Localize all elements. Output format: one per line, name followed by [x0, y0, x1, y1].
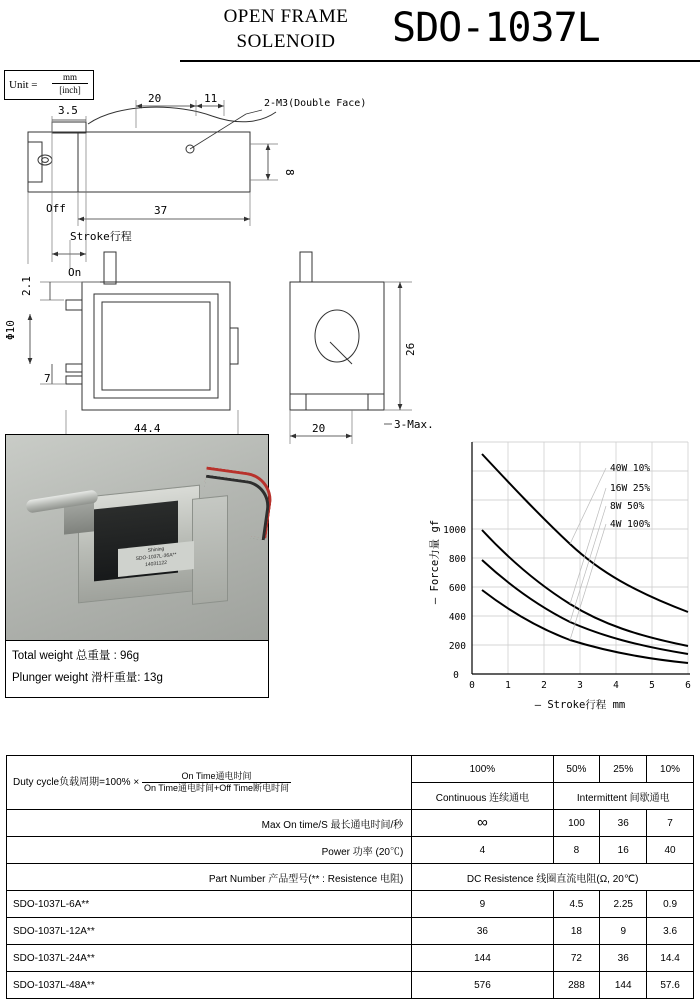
- duty-cycle-denominator: On Time通电时间+Off Time断电时间: [143, 783, 290, 793]
- model-number: SDO-1037L: [392, 5, 600, 51]
- spec-table: [6, 755, 694, 999]
- sticker-model: SDO-1037L-36A**: [135, 551, 177, 563]
- col-header-25: 25%: [600, 756, 647, 783]
- table-row: [7, 972, 694, 999]
- col-header-50: 50%: [553, 756, 600, 783]
- res-48a-25: 144: [600, 972, 647, 999]
- res-6a-50: 4.5: [553, 891, 600, 918]
- product-photo-panel: [5, 434, 269, 698]
- power-10: 40: [647, 837, 694, 864]
- ytick-800: 800: [448, 554, 466, 565]
- sticker-code: 14031122: [145, 559, 167, 569]
- res-24a-25: 36: [600, 945, 647, 972]
- annotation-4w: 4W 100%: [610, 519, 651, 530]
- dim-3-5: 3.5: [58, 104, 78, 117]
- max-on-time-25: 36: [600, 810, 647, 837]
- note-2-m3: 2-M3(Double Face): [264, 98, 367, 109]
- xtick-4: 4: [613, 680, 619, 691]
- xtick-3: 3: [577, 680, 583, 691]
- res-12a-25: 9: [600, 918, 647, 945]
- annotation-40w: 40W 10%: [610, 463, 651, 474]
- row-label-max-on-time: Max On time/S 最长通电时间/秒: [7, 810, 412, 837]
- duty-cycle-formula: [142, 771, 291, 794]
- xtick-5: 5: [649, 680, 655, 691]
- force-stroke-chart: [420, 432, 696, 722]
- row-label-power: Power 功率 (20℃): [7, 837, 412, 864]
- table-row: [7, 756, 694, 783]
- table-row: [7, 918, 694, 945]
- dc-resistance-header: DC Resistence 线圈直流电阻(Ω, 20℃): [412, 864, 694, 891]
- res-24a-50: 72: [553, 945, 600, 972]
- note-3-max: 3-Max.: [394, 418, 434, 431]
- res-6a-10: 0.9: [647, 891, 694, 918]
- weight-caption: [6, 640, 268, 698]
- chart-ylabel: — Force力量 gf: [429, 519, 441, 605]
- res-48a-50: 288: [553, 972, 600, 999]
- header-divider: [180, 60, 700, 62]
- xtick-2: 2: [541, 680, 547, 691]
- plunger-weight-text: Plunger weight 滑杆重量: 13g: [12, 672, 163, 684]
- ytick-0: 0: [453, 670, 459, 681]
- dim-26: 26: [404, 342, 417, 356]
- part-number-48a: SDO-1037L-48A**: [7, 972, 412, 999]
- annotation-16w: 16W 25%: [610, 483, 651, 494]
- col-header-10: 10%: [647, 756, 694, 783]
- col-sub-intermittent: Intermittent 间歇通电: [553, 783, 693, 810]
- max-on-time-50: 100: [553, 810, 600, 837]
- res-12a-10: 3.6: [647, 918, 694, 945]
- res-6a-100: 9: [412, 891, 553, 918]
- xtick-6: 6: [685, 680, 691, 691]
- power-100: 4: [412, 837, 553, 864]
- curve-40w: [482, 454, 688, 612]
- res-48a-100: 576: [412, 972, 553, 999]
- max-on-time-100: ∞: [412, 810, 553, 837]
- technical-drawing: [0, 64, 700, 435]
- product-type-title: [186, 4, 386, 54]
- sticker-brand: Shining: [147, 546, 165, 554]
- dim-7: 7: [44, 372, 51, 385]
- res-6a-25: 2.25: [600, 891, 647, 918]
- dim-8: 8: [283, 169, 296, 176]
- power-50: 8: [553, 837, 600, 864]
- chart-xlabel: — Stroke行程 mm: [534, 699, 626, 711]
- dim-20-side: 20: [312, 422, 326, 435]
- unit-label: Unit =: [9, 79, 38, 91]
- table-row: [7, 810, 694, 837]
- dim-11-top: 11: [204, 92, 218, 105]
- table-row: [7, 891, 694, 918]
- page-header: [0, 0, 700, 62]
- ytick-600: 600: [448, 583, 466, 594]
- xtick-0: 0: [469, 680, 475, 691]
- title-line-2: SOLENOID: [236, 31, 336, 52]
- unit-inch: [inch]: [59, 85, 81, 95]
- part-number-12a: SDO-1037L-12A**: [7, 918, 412, 945]
- annotation-8w: 8W 50%: [610, 501, 645, 512]
- row-label-part-number: Part Number 产品型号(** : Resistence 电阻): [7, 864, 412, 891]
- ytick-200: 200: [448, 641, 466, 652]
- duty-cycle-cell: [7, 756, 412, 810]
- curve-4w: [482, 590, 688, 663]
- res-12a-100: 36: [412, 918, 553, 945]
- table-row: [7, 837, 694, 864]
- part-number-24a: SDO-1037L-24A**: [7, 945, 412, 972]
- dim-dia-10: Φ10: [4, 320, 17, 340]
- power-25: 16: [600, 837, 647, 864]
- col-sub-continuous: Continuous 连续通电: [412, 783, 553, 810]
- res-48a-10: 57.6: [647, 972, 694, 999]
- total-weight-text: Total weight 总重量 : 96g: [12, 650, 140, 662]
- title-line-1: OPEN FRAME: [223, 6, 349, 27]
- ytick-400: 400: [448, 612, 466, 623]
- res-24a-10: 14.4: [647, 945, 694, 972]
- duty-cycle-numerator: On Time通电时间: [142, 771, 291, 783]
- dim-20-top: 20: [148, 92, 162, 105]
- duty-cycle-label: Duty cycle负载周期=100% ×: [13, 777, 140, 789]
- col-header-100: 100%: [412, 756, 553, 783]
- label-off: Off: [46, 202, 66, 215]
- dim-2-1: 2.1: [20, 276, 33, 296]
- dim-37: 37: [154, 204, 168, 217]
- spec-table-wrap: [6, 755, 694, 999]
- unit-mm: mm: [52, 72, 88, 84]
- product-photo: [6, 435, 268, 640]
- max-on-time-10: 7: [647, 810, 694, 837]
- solenoid-front-plate: [192, 495, 228, 605]
- label-stroke: Stroke行程: [70, 230, 132, 243]
- res-24a-100: 144: [412, 945, 553, 972]
- table-row: [7, 864, 694, 891]
- table-row: [7, 945, 694, 972]
- part-number-6a: SDO-1037L-6A**: [7, 891, 412, 918]
- dim-44-4: 44.4: [134, 422, 161, 435]
- label-on: On: [68, 266, 82, 279]
- res-12a-50: 18: [553, 918, 600, 945]
- ytick-1000: 1000: [443, 525, 466, 536]
- xtick-1: 1: [505, 680, 511, 691]
